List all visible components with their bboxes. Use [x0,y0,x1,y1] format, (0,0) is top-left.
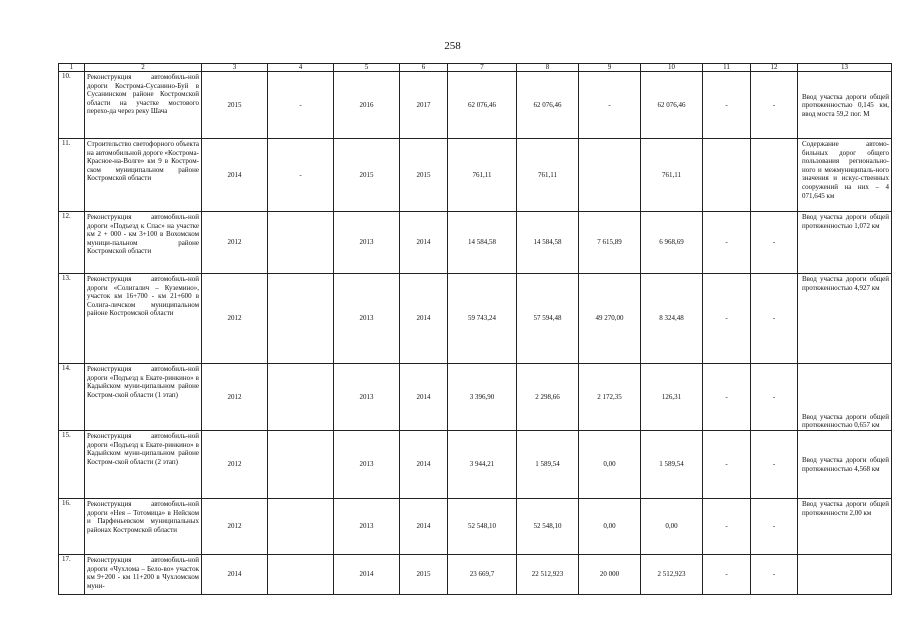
result-note: Ввод участка дороги общей протяженностью 0,145 км, ввод моста 59,2 пог. М [798,72,892,139]
table-row [59,499,892,555]
cell-value: - [703,499,751,555]
object-name: Реконструкция автомобиль-ной дороги «Подъезд к Спас» на участке км 2 + 000 - км 3+100 в Вохомском муници-пальном районе Костромской области [85,212,202,274]
cell-value: - [751,431,798,499]
cell-value: - [751,555,798,595]
cell-value: - [751,212,798,274]
cell-value: 2016 [334,72,400,139]
row-number: 15. [59,431,85,499]
column-number: 8 [517,64,579,72]
cell-value: 2012 [202,274,268,364]
cell-value [268,212,334,274]
program-objects-table [58,63,892,595]
cell-value: 23 669,7 [448,555,517,595]
cell-value: - [703,364,751,431]
cell-value: 761,11 [448,139,517,212]
cell-value: 2012 [202,364,268,431]
cell-value: 2014 [202,555,268,595]
cell-value [268,274,334,364]
cell-value [579,139,641,212]
result-note [798,555,892,595]
cell-value: 14 584,58 [448,212,517,274]
cell-value: - [703,72,751,139]
object-name: Реконструкция автомобиль-ной дороги Кострома-Сусанино-Буй в Сусанинском районе Костромской области на участке мостового перехо-да через реку Шача [85,72,202,139]
cell-value: 2 298,66 [517,364,579,431]
cell-value: 57 594,48 [517,274,579,364]
cell-value: 2 512,923 [641,555,703,595]
page-number: 258 [444,40,461,52]
cell-value: 62 076,46 [448,72,517,139]
cell-value: - [703,555,751,595]
column-number: 6 [400,64,448,72]
cell-value: - [703,274,751,364]
cell-value [703,139,751,212]
row-number: 17. [59,555,85,595]
table-row [59,364,892,431]
cell-value: 8 324,48 [641,274,703,364]
cell-value: 49 270,00 [579,274,641,364]
object-name: Реконструкция автомобиль-ной дороги «Подъезд к Екате-ринкино» в Кадыйском муни-ципальном районе Костром-ской области (2 этап) [85,431,202,499]
table-row [59,72,892,139]
cell-value: 2014 [400,431,448,499]
column-number: 4 [268,64,334,72]
row-number: 11. [59,139,85,212]
result-note: Ввод участка дороги общей протяженностью 0,657 км [798,364,892,431]
cell-value: - [268,139,334,212]
cell-value: 52 548,10 [517,499,579,555]
cell-value: 2012 [202,212,268,274]
cell-value [268,431,334,499]
row-number: 10. [59,72,85,139]
table-row [59,431,892,499]
cell-value: 2015 [400,139,448,212]
cell-value: 2013 [334,499,400,555]
cell-value: 2014 [400,212,448,274]
result-note: Ввод участка дороги общей протяженностью 4,927 км [798,274,892,364]
cell-value: 2012 [202,431,268,499]
cell-value: - [268,72,334,139]
cell-value: 62 076,46 [641,72,703,139]
object-name: Реконструкция автомобиль-ной дороги «Чухлома – Бело-во» участок км 9+200 - км 11+200 в Чухломском муни- [85,555,202,595]
column-number: 5 [334,64,400,72]
cell-value: 2014 [334,555,400,595]
cell-value: 22 512,923 [517,555,579,595]
row-number: 14. [59,364,85,431]
cell-value: 2015 [202,72,268,139]
cell-value [268,364,334,431]
cell-value: 52 548,10 [448,499,517,555]
cell-value: 126,31 [641,364,703,431]
cell-value [268,555,334,595]
column-number: 7 [448,64,517,72]
row-number: 12. [59,212,85,274]
cell-value: - [751,274,798,364]
cell-value: 2013 [334,274,400,364]
result-note: Ввод участка дороги общей протяженности 2,00 км [798,499,892,555]
cell-value: - [751,72,798,139]
cell-value: 2012 [202,499,268,555]
column-number: 2 [85,64,202,72]
cell-value: 7 615,89 [579,212,641,274]
cell-value: 2017 [400,72,448,139]
row-number: 13. [59,274,85,364]
cell-value: 761,11 [641,139,703,212]
cell-value: 2015 [400,555,448,595]
column-number: 12 [751,64,798,72]
cell-value: 2 172,35 [579,364,641,431]
table-row [59,274,892,364]
cell-value: 62 076,46 [517,72,579,139]
result-note: Ввод участка дороги общей протяженностью 4,568 км [798,431,892,499]
cell-value: 3 396,90 [448,364,517,431]
cell-value: 2013 [334,364,400,431]
cell-value [268,499,334,555]
cell-value: 2014 [400,499,448,555]
table-row [59,212,892,274]
column-numbers-row [59,64,892,72]
cell-value: - [579,72,641,139]
column-number: 9 [579,64,641,72]
result-note: Содержание автомо-бильных дорог общего пользования регионально-ного и межмуниципаль-ного значения и искус-ственных сооружений на них – 4 071,645 км [798,139,892,212]
cell-value: 0,00 [641,499,703,555]
object-name: Реконструкция автомобиль-ной дороги «Подъезд к Екате-ринкино» в Кадыйском муни-ципальном районе Костром-ской области (1 этап) [85,364,202,431]
cell-value: 1 589,54 [517,431,579,499]
cell-value: 14 584,58 [517,212,579,274]
cell-value: - [751,499,798,555]
table-row [59,555,892,595]
cell-value [751,139,798,212]
cell-value: 0,00 [579,431,641,499]
object-name: Реконструкция автомобиль-ной дороги «Солигалич – Куземино», участок км 16+700 - км 21+600 в Солига-личском муниципальном районе Костромской области [85,274,202,364]
column-number: 13 [798,64,892,72]
cell-value: 2014 [202,139,268,212]
cell-value: 3 944,21 [448,431,517,499]
row-number: 16. [59,499,85,555]
column-number: 3 [202,64,268,72]
cell-value: - [703,431,751,499]
cell-value: 20 000 [579,555,641,595]
cell-value: - [703,212,751,274]
cell-value: 2015 [334,139,400,212]
cell-value: - [751,364,798,431]
cell-value: 2014 [400,364,448,431]
cell-value: 6 968,69 [641,212,703,274]
object-name: Реконструкция автомобиль-ной дороги «Нея – Тотомица» в Нейском и Парфеньевском муниципальных районах Костромской области [85,499,202,555]
table-row [59,139,892,212]
cell-value: 0,00 [579,499,641,555]
object-name: Строительство светофорного объекта на автомобильной дороге «Кострома-Красное-на-Волге» км 9 в Костром-ском муниципальном районе Костромской области [85,139,202,212]
cell-value: 1 589,54 [641,431,703,499]
cell-value: 761,11 [517,139,579,212]
cell-value: 2014 [400,274,448,364]
column-number: 11 [703,64,751,72]
result-note: Ввод участка дороги общей протяженностью 1,072 км [798,212,892,274]
column-number: 10 [641,64,703,72]
cell-value: 2013 [334,212,400,274]
cell-value: 59 743,24 [448,274,517,364]
column-number: 1 [59,64,85,72]
cell-value: 2013 [334,431,400,499]
